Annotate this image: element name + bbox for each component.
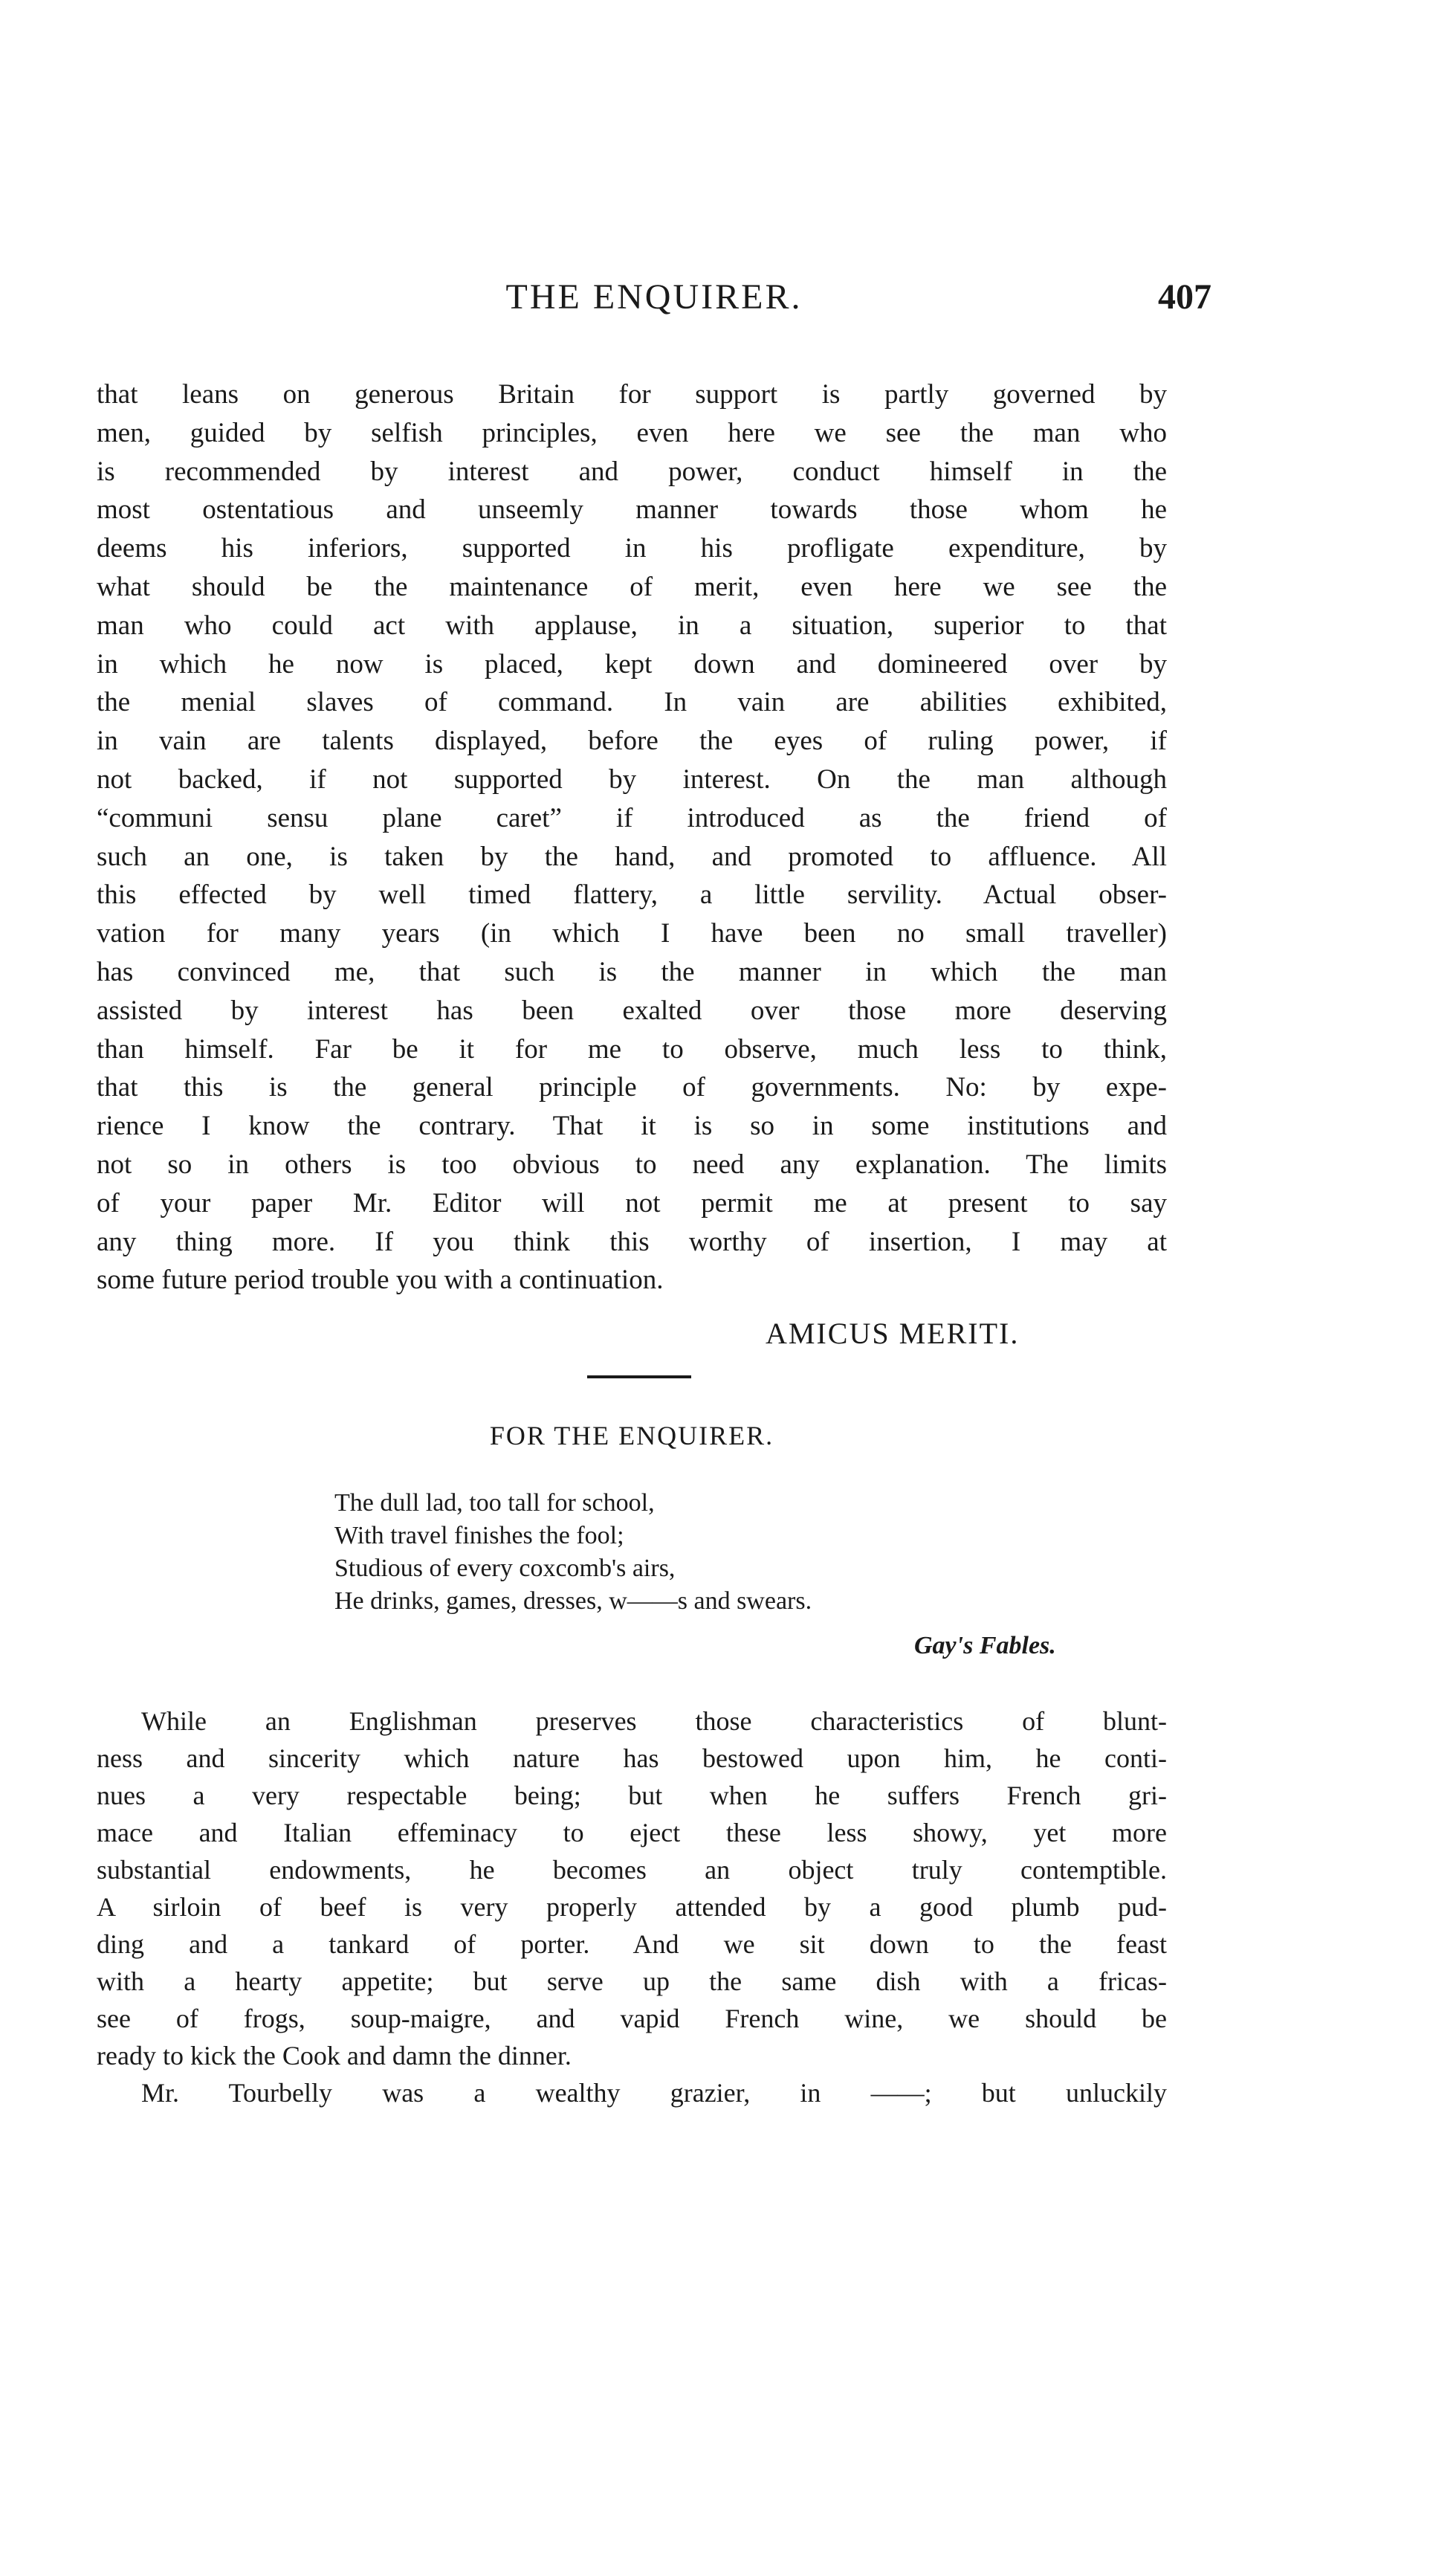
section-heading: FOR THE ENQUIRER. (489, 1421, 774, 1450)
epigraph-poem (334, 1487, 1078, 1618)
essay-body (97, 1702, 1167, 2111)
letter-line: has convinced me, that such is the manner in which the man (97, 956, 1167, 987)
essay-line: ding and a tankard of porter. And we sit down to the feast (97, 1929, 1167, 1959)
letter-line: not backed, if not supported by interest. On the man although (97, 764, 1167, 795)
letter-line: some future period trouble you with a continuation. (97, 1265, 664, 1296)
letter-line: in which he now is placed, kept down and domineered over by (97, 648, 1167, 680)
letter-line: not so in others is too obvious to need any explanation. The limits (97, 1149, 1167, 1180)
essay-line: ness and sincerity which nature has bestowed upon him, he conti- (97, 1743, 1167, 1773)
letter-line: rience I know the contrary. That it is so in some institutions and (97, 1111, 1167, 1142)
essay-line: ready to kick the Cook and damn the dinner. (97, 2041, 572, 2071)
essay-line: see of frogs, soup-maigre, and vapid French wine, we should be (97, 2004, 1167, 2033)
essay-line: nues a very respectable being; but when he suffers French gri- (97, 1781, 1167, 1810)
running-head (97, 277, 1211, 329)
letter-body (97, 375, 1167, 1300)
essay-line: A sirloin of beef is very properly attended by a good plumb pud- (97, 1892, 1167, 1922)
running-head-title: THE ENQUIRER. (505, 277, 803, 317)
letter-line: the menial slaves of command. In vain are abilities exhibited, (97, 687, 1167, 718)
letter-line: men, guided by selfish principles, even here we see the man who (97, 417, 1167, 448)
letter-line: this effected by well timed flattery, a little servility. Actual obser- (97, 879, 1167, 911)
essay-line: with a hearty appetite; but serve up the same dish with a fricas- (97, 1966, 1167, 1996)
letter-line: that this is the general principle of governments. No: by expe- (97, 1072, 1167, 1103)
letter-line: than himself. Far be it for me to observe, much less to think, (97, 1033, 1167, 1065)
letter-line: “communi sensu plane caret” if introduced as the friend of (97, 802, 1167, 833)
letter-line: any thing more. If you think this worthy of insertion, I may at (97, 1226, 1167, 1257)
essay-line: While an Englishman preserves those characteristics of blunt- (141, 1706, 1167, 1736)
section-divider (587, 1375, 691, 1378)
poem-line: He drinks, games, dresses, w——s and swears. (334, 1587, 812, 1615)
essay-line: substantial endowments, he becomes an object truly contemptible. (97, 1855, 1167, 1885)
letter-line: most ostentatious and unseemly manner towards those whom he (97, 494, 1167, 526)
signature: AMICUS MERITI. (766, 1317, 1020, 1350)
letter-line: such an one, is taken by the hand, and promoted to affluence. All (97, 841, 1167, 872)
letter-line: is recommended by interest and power, conduct himself in the (97, 456, 1167, 487)
poem-line: The dull lad, too tall for school, (334, 1489, 655, 1517)
letter-line: of your paper Mr. Editor will not permit me at present to say (97, 1187, 1167, 1219)
poem-line: Studious of every coxcomb's airs, (334, 1555, 676, 1582)
letter-line: man who could act with applause, in a situation, superior to that (97, 610, 1167, 641)
letter-line: deems his inferiors, supported in his profligate expenditure, by (97, 533, 1167, 564)
letter-line: that leans on generous Britain for support is partly governed by (97, 379, 1167, 410)
letter-line: in vain are talents displayed, before the eyes of ruling power, if (97, 726, 1167, 757)
poem-attribution: Gay's Fables. (914, 1632, 1056, 1659)
poem-line: With travel finishes the fool; (334, 1522, 624, 1549)
letter-line: what should be the maintenance of merit, even here we see the (97, 571, 1167, 602)
letter-line: vation for many years (in which I have been no small traveller) (97, 918, 1167, 949)
letter-line: assisted by interest has been exalted over those more deserving (97, 995, 1167, 1026)
page-number: 407 (1158, 277, 1211, 317)
essay-line: Mr. Tourbelly was a wealthy grazier, in ——; but unluckily (141, 2078, 1167, 2108)
essay-line: mace and Italian effeminacy to eject these less showy, yet more (97, 1818, 1167, 1847)
